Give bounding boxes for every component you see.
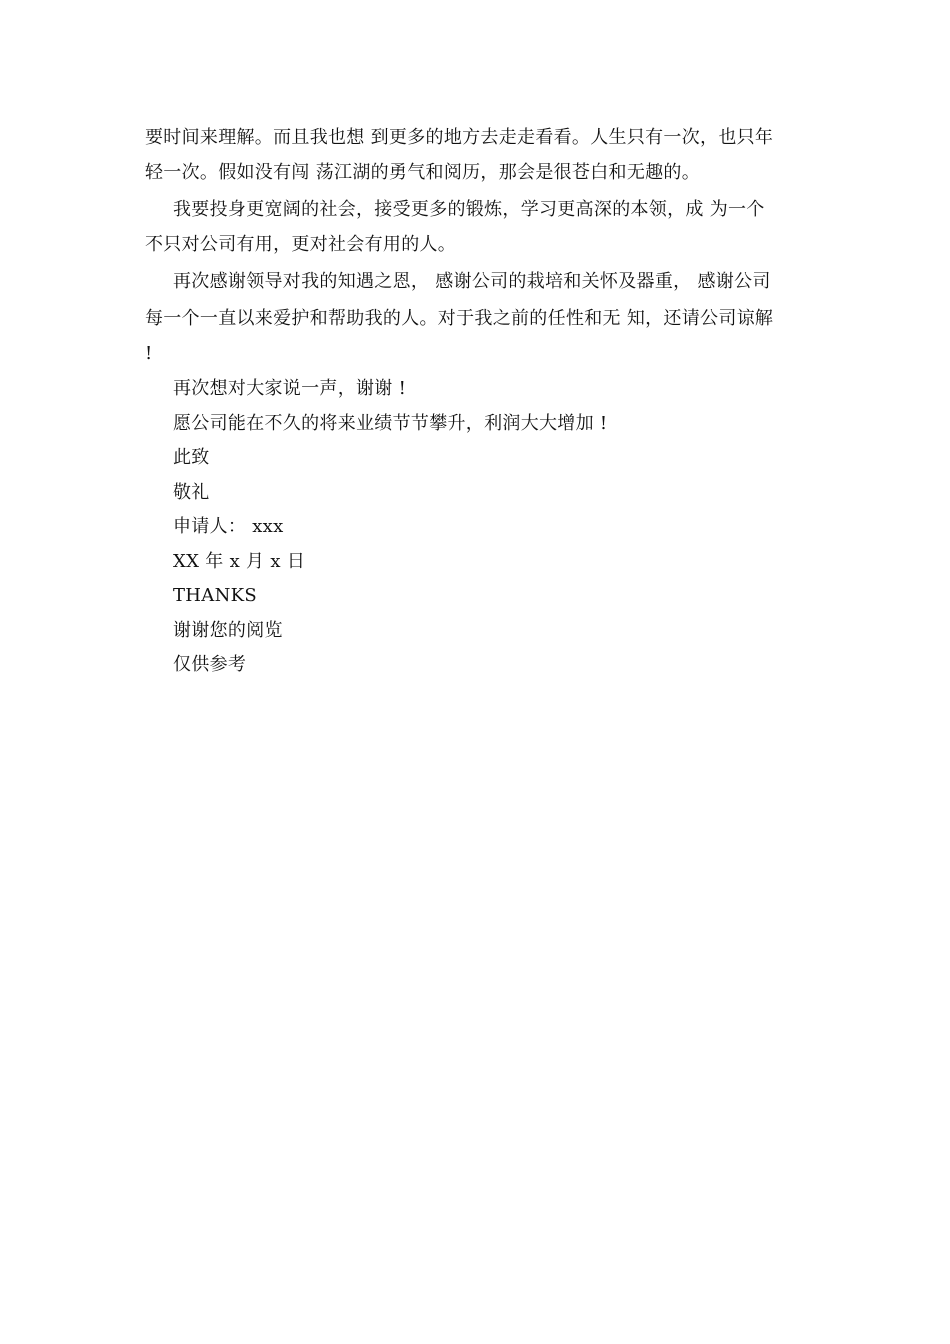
applicant-line: 申请人： xxx — [173, 516, 284, 537]
closing-salutation: 此致 — [173, 447, 210, 468]
thanks-line: THANKS — [173, 585, 258, 606]
text-line: 不只对公司有用，更对社会有用的人。 — [145, 234, 457, 255]
text-line: 我要投身更宽阔的社会，接受更多的锻炼，学习更高深的本领，成 为一个 — [173, 199, 765, 220]
reference-only-line: 仅供参考 — [173, 654, 247, 675]
text-line: 再次想对大家说一声，谢谢 ! — [173, 378, 407, 399]
text-line: 愿公司能在不久的将来业绩节节攀升，利润大大增加 ! — [173, 413, 608, 434]
text-line: 每一个一直以来爱护和帮助我的人。对于我之前的任性和无 知，还请公司谅解 — [145, 308, 774, 329]
thank-you-line: 谢谢您的阅览 — [173, 620, 283, 641]
text-line: 要时间来理解。而且我也想 到更多的地方去走走看看。人生只有一次，也只年 — [145, 127, 774, 148]
date-line: XX 年 x 月 x 日 — [173, 551, 306, 572]
text-line: 轻一次。假如没有闯 荡江湖的勇气和阅历，那会是很苍白和无趣的。 — [145, 162, 701, 183]
text-line: ! — [145, 343, 153, 364]
closing-regards: 敬礼 — [173, 482, 210, 503]
text-line: 再次感谢领导对我的知遇之恩， 感谢公司的栽培和关怀及器重， 感谢公司 — [173, 271, 771, 292]
